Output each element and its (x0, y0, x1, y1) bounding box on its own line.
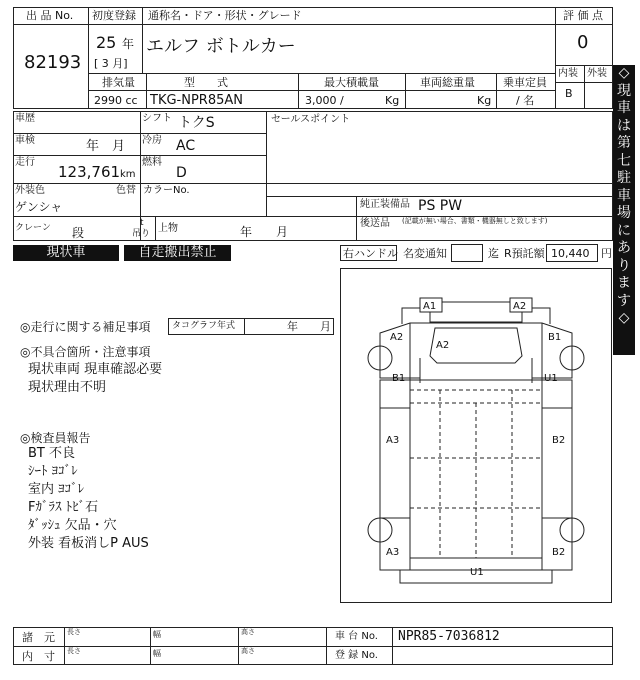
displacement-label: 排気量 (102, 76, 135, 89)
chassis-no-label: 車 台 No. (335, 631, 378, 642)
inspector-line: Fｶﾞﾗｽ ﾄﾋﾞ石 (28, 500, 99, 515)
interior-label: 内装 (558, 68, 578, 79)
genuine-equipment-label: 純正装備品 (360, 199, 410, 210)
capacity-value: / 名 (516, 94, 535, 107)
mark-u1-right: U1 (544, 373, 558, 384)
retro-items-note: (記載が無い場合、書類・機器無しと致します) (402, 217, 548, 225)
first-registration-label: 初度登録 (92, 9, 136, 22)
parking-notice-sidebar: ◇ 現 車 は 第 七 駐 車 場 に あ り ま す ◇ (613, 65, 635, 355)
color-value: ゲンシャ (15, 200, 63, 214)
tachograph-value: 年 月 (287, 320, 331, 333)
year-unit: 年 (122, 37, 135, 51)
recycle-deposit-value: 10,440 (551, 247, 590, 260)
fuel-label: 燃料 (142, 157, 162, 168)
driving-notes-label: ◎走行に関する補足事項 (20, 320, 151, 334)
spec-width-label: 幅 (153, 630, 161, 639)
crane-hanging: 吊り (132, 229, 151, 239)
spec-label: 諸 元 (22, 631, 55, 644)
cab-roof (430, 302, 522, 322)
mark-a2-mirror: A2 (513, 301, 527, 312)
color-change-label: 色替 (116, 185, 136, 196)
first-registration-year: 25 (96, 33, 117, 52)
first-registration-month: [ 3 月] (94, 57, 128, 70)
mark-b1-left: B1 (392, 373, 406, 384)
mileage-value: 123,761 (58, 163, 121, 181)
inspector-line: BT 不良 (28, 446, 75, 461)
max-load-kg: Kg (385, 94, 400, 107)
tachograph-label: タコグラフ年式 (172, 321, 236, 331)
model-label: 型 式 (184, 76, 228, 89)
inspection-value: 年 月 (86, 139, 126, 154)
inner-height-label: 高さ (241, 647, 255, 655)
defect-line: 現状車両 現車確認必要 (28, 362, 163, 377)
inspector-line: 室内 ﾖｺﾞﾚ (28, 482, 85, 497)
exterior-label: 外装 (587, 68, 607, 79)
body-value: 年 月 (240, 225, 289, 239)
no-self-drive-badge: 自走搬出禁止 (124, 245, 231, 261)
inspector-report-label: ◎検査員報告 (20, 431, 91, 445)
car-name: エルフ ボトルカー (146, 36, 296, 57)
mark-u1-rear: U1 (470, 567, 484, 578)
defect-line: 現状理由不明 (28, 380, 107, 395)
chassis-no-value: NPR85-7036812 (398, 629, 500, 644)
mark-b2-right: B2 (552, 435, 566, 446)
ac-value: AC (176, 138, 196, 154)
max-load-value: 3,000 / (305, 94, 344, 107)
odo-mark: 迄 (488, 247, 499, 260)
history-label: 車歴 (15, 113, 35, 124)
spec-height-label: 高さ (241, 628, 255, 636)
mark-b1-right: B1 (548, 332, 562, 343)
cab-front (380, 323, 572, 348)
mileage-unit: km (120, 169, 136, 180)
interior-grade: B (565, 87, 573, 100)
capacity-label: 乗車定員 (503, 76, 547, 89)
model-value: TKG-NPR85AN (150, 93, 243, 108)
gross-weight-kg: Kg (477, 94, 492, 107)
defects-label: ◎不具合箇所・注意事項 (20, 345, 151, 359)
name-change-label: 名変通知 (403, 247, 447, 260)
inspector-line: ｼｰﾄ ﾖｺﾞﾚ (28, 464, 78, 479)
crane-tier: 段 (72, 226, 85, 240)
recycle-deposit-label: R預託額 (504, 247, 545, 260)
inspector-line: 外装 看板消しP AUS (28, 536, 149, 551)
inspection-label: 車検 (15, 135, 35, 146)
sales-point-label: セールスポイント (271, 114, 351, 125)
body-label: 上物 (158, 223, 178, 234)
right-hand-label: 右ハンドル (343, 247, 398, 260)
lot-no-label: 出 品 No. (26, 9, 74, 22)
mark-a2-left: A2 (390, 332, 404, 343)
mark-a2-windshield: A2 (436, 340, 450, 351)
mark-a1: A1 (423, 301, 437, 312)
current-state-badge: 現状車 (13, 245, 119, 261)
gross-weight-label: 車両総重量 (420, 76, 475, 89)
mark-a3-left: A3 (386, 435, 400, 446)
crane-ton: t (140, 218, 144, 228)
inner-width-label: 幅 (153, 649, 161, 658)
shift-label: シフト (142, 113, 172, 124)
spec-length-label: 長さ (67, 628, 81, 636)
color-label: 外装色 (15, 185, 45, 196)
color-number-label: カラーNo. (143, 185, 190, 196)
registration-no-label: 登 録 No. (335, 650, 378, 661)
displacement-value: 2990 cc (94, 94, 138, 107)
name-change-box (451, 244, 483, 262)
ac-label: 冷房 (142, 135, 162, 146)
fuel-value: D (176, 165, 187, 181)
inner-length-label: 長さ (67, 647, 81, 655)
retro-items-label: 後送品 (360, 218, 390, 229)
genuine-equipment-value: PS PW (418, 198, 463, 214)
mileage-label: 走行 (15, 157, 35, 168)
yen-unit: 円 (601, 247, 612, 260)
lot-number: 82193 (24, 52, 82, 73)
inspector-line: ﾀﾞｯｼｭ 欠品・穴 (28, 518, 117, 533)
score-label: 評 価 点 (563, 9, 603, 22)
shift-value: トクS (178, 115, 215, 131)
mark-b2-rear: B2 (552, 547, 566, 558)
crane-label: クレーン (15, 223, 51, 233)
car-name-label: 通称名・ドア・形状・グレード (148, 9, 302, 22)
mark-a3-rear: A3 (386, 547, 400, 558)
max-load-label: 最大積載量 (324, 76, 379, 89)
truck-diagram (340, 268, 612, 603)
inner-size-label: 内 寸 (22, 650, 55, 663)
score-value: 0 (577, 32, 589, 53)
